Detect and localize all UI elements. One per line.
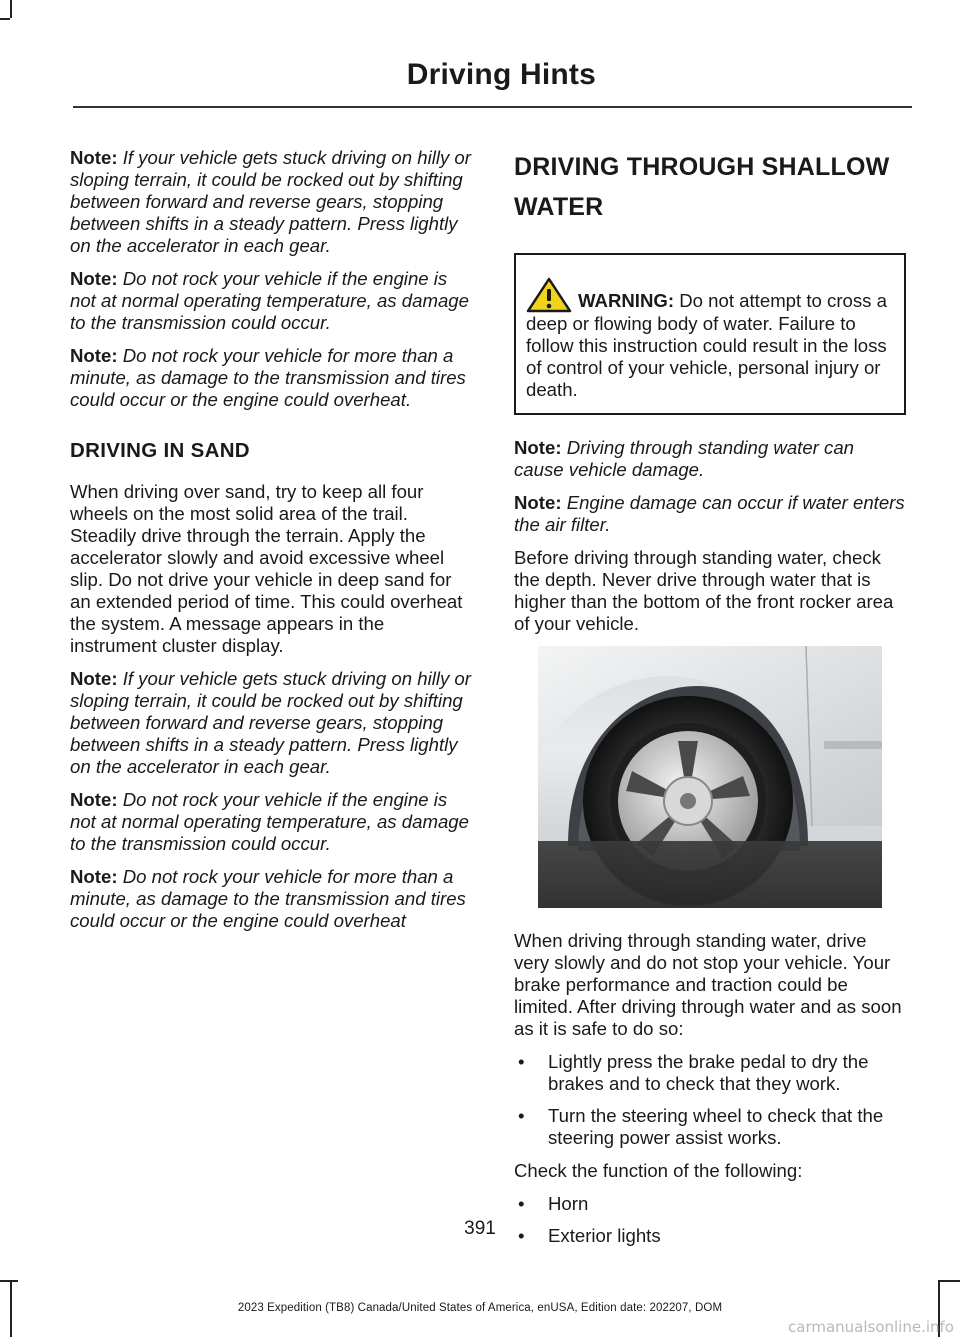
crop-mark <box>0 18 10 20</box>
crop-mark <box>0 1280 18 1282</box>
crop-mark <box>938 1280 960 1282</box>
sand-paragraph: When driving over sand, try to keep all four wheels on the most solid area of the trail. Steadily drive through the terrain. Apply the accelerator slowly and avoid excessive wheel slip. Do not drive your vehicle in deep sand for an extended period of time. This could overheat the system. A message appears in the instrument cluster display. <box>70 481 463 656</box>
left-column <box>70 147 474 943</box>
note-paragraph: Note: Do not rock your vehicle for more than a minute, as damage to the transmission and tires could occur or the engine could overheat <box>70 866 466 931</box>
vehicle-wheel-water-depth-illustration <box>538 646 882 908</box>
warning-label: WARNING: <box>578 290 675 311</box>
list-item: • Exterior lights <box>518 1225 661 1246</box>
after-water-paragraph: When driving through standing water, drive very slowly and do not stop your vehicle. Your brake performance and traction could be limited. After driving through water and as soon as it is safe to do so: <box>514 930 902 1039</box>
page-number: 391 <box>464 1218 496 1239</box>
note-paragraph: Note: If your vehicle gets stuck driving on hilly or sloping terrain, it could be rocked out by shifting between forward and reverse gears, stopping between shifts in a steady pattern. Press lightly on the accelerator in each gear. <box>70 668 471 777</box>
section-heading-sand: DRIVING IN SAND <box>70 439 250 462</box>
note-paragraph: Note: Driving through standing water can cause vehicle damage. <box>514 437 855 480</box>
note-paragraph: Note: Do not rock your vehicle if the engine is not at normal operating temperature, as damage to the transmission could occur. <box>70 268 469 333</box>
warning-triangle-icon <box>526 277 572 313</box>
note-paragraph: Note: If your vehicle gets stuck driving on hilly or sloping terrain, it could be rocked out by shifting between forward and reverse gears, stopping between shifts in a steady pattern. Press lightly on the accelerator in each gear. <box>70 147 471 256</box>
warning-text: Do not attempt to cross a deep or flowing body of water. Failure to follow this instruction could result in the loss of control of your vehicle, personal injury or death. <box>526 290 887 400</box>
right-column <box>514 147 906 1258</box>
after-water-list <box>514 1051 906 1149</box>
note-paragraph: Note: Engine damage can occur if water enters the air filter. <box>514 492 905 535</box>
list-item: • Horn <box>518 1193 589 1214</box>
crop-mark <box>10 0 12 18</box>
depth-paragraph: Before driving through standing water, check the depth. Never drive through water that is higher than the bottom of the front rocker area of your vehicle. <box>514 547 894 634</box>
section-heading-water: DRIVING THROUGH SHALLOW WATER <box>514 153 890 221</box>
warning-box <box>514 253 906 415</box>
page-title: Driving Hints <box>406 58 596 91</box>
note-paragraph: Note: Do not rock your vehicle for more than a minute, as damage to the transmission and tires could occur or the engine could overheat. <box>70 345 466 410</box>
watermark: carmanualsonline.info <box>788 1318 954 1336</box>
list-item: • Turn the steering wheel to check that the steering power assist works. <box>518 1105 884 1148</box>
header-divider <box>73 106 912 108</box>
edition-footer: 2023 Expedition (TB8) Canada/United States of America, enUSA, Edition date: 202207, DOM <box>237 1302 723 1314</box>
list-item: • Lightly press the brake pedal to dry the brakes and to check that they work. <box>518 1051 869 1094</box>
note-paragraph: Note: Do not rock your vehicle if the engine is not at normal operating temperature, as damage to the transmission could occur. <box>70 789 469 854</box>
check-paragraph: Check the function of the following: <box>514 1160 803 1181</box>
